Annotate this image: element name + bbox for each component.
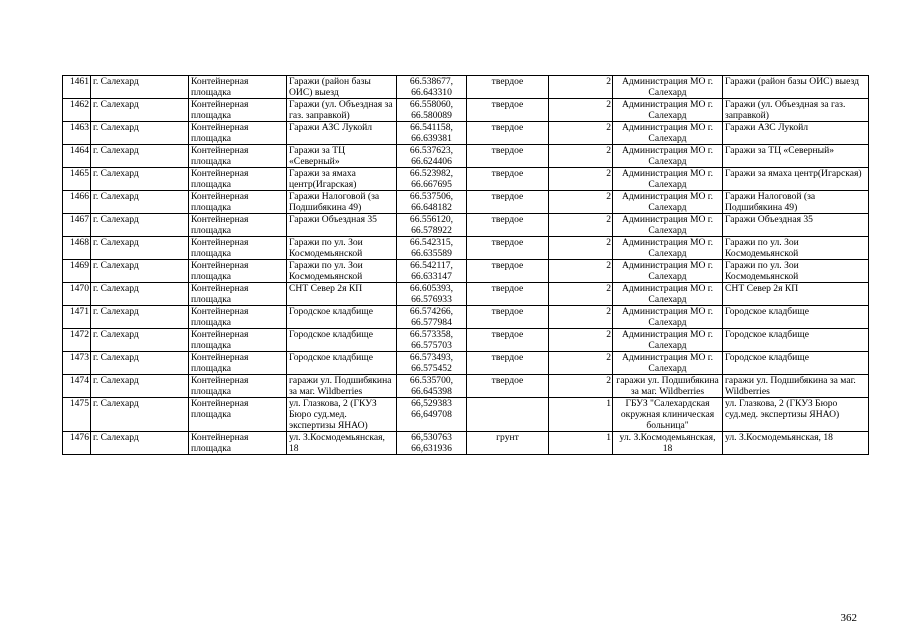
surface-cell: твердое [467, 191, 549, 214]
owner-cell: Администрация МО г. Салехард [613, 191, 723, 214]
table-row [63, 122, 869, 145]
city-cell: г. Салехард [91, 375, 189, 398]
type-cell: Контейнерная площадка [189, 329, 287, 352]
address-cell: Гаражи АЗС Лукойл [287, 122, 397, 145]
type-cell: Контейнерная площадка [189, 260, 287, 283]
description-cell: ул. З.Космодемьянская, 18 [723, 432, 869, 455]
coordinates-cell: 66.535700, 66.645398 [397, 375, 467, 398]
row-number: 1472 [63, 329, 91, 352]
description-cell: Гаражи (ул. Объездная за газ. заправкой) [723, 99, 869, 122]
type-cell: Контейнерная площадка [189, 237, 287, 260]
surface-cell: твердое [467, 375, 549, 398]
type-cell: Контейнерная площадка [189, 168, 287, 191]
container-count-cell: 2 [549, 122, 613, 145]
description-cell: Гаражи по ул. Зои Космодемьянской [723, 237, 869, 260]
city-cell: г. Салехард [91, 398, 189, 432]
container-count-cell: 1 [549, 398, 613, 432]
surface-cell: твердое [467, 214, 549, 237]
surface-cell: твердое [467, 122, 549, 145]
surface-cell: твердое [467, 283, 549, 306]
city-cell: г. Салехард [91, 352, 189, 375]
row-number: 1471 [63, 306, 91, 329]
coordinates-cell: 66.574266, 66.577984 [397, 306, 467, 329]
table-row [63, 306, 869, 329]
address-cell: Гаражи по ул. Зои Космодемьянской [287, 260, 397, 283]
coordinates-cell: 66,529383 66,649708 [397, 398, 467, 432]
table-row [63, 145, 869, 168]
city-cell: г. Салехард [91, 237, 189, 260]
container-count-cell: 2 [549, 168, 613, 191]
coordinates-cell: 66.573358, 66.575703 [397, 329, 467, 352]
row-number: 1463 [63, 122, 91, 145]
address-cell: Гаражи по ул. Зои Космодемьянской [287, 237, 397, 260]
row-number: 1470 [63, 283, 91, 306]
container-count-cell: 2 [549, 191, 613, 214]
coordinates-cell: 66.556120, 66.578922 [397, 214, 467, 237]
description-cell: Городское кладбище [723, 352, 869, 375]
container-count-cell: 2 [549, 76, 613, 99]
surface-cell: твердое [467, 306, 549, 329]
description-cell: Городское кладбище [723, 306, 869, 329]
owner-cell: гаражи ул. Подшибякина за маг. Wildberries [613, 375, 723, 398]
table-row [63, 283, 869, 306]
city-cell: г. Салехард [91, 145, 189, 168]
page-number: 362 [840, 612, 857, 624]
table-row [63, 375, 869, 398]
type-cell: Контейнерная площадка [189, 398, 287, 432]
description-cell: гаражи ул. Подшибякина за маг. Wildberries [723, 375, 869, 398]
coordinates-cell: 66.537623, 66.624406 [397, 145, 467, 168]
table-row [63, 168, 869, 191]
table-row [63, 214, 869, 237]
table-row [63, 191, 869, 214]
table-body [63, 76, 869, 455]
description-cell: Гаражи по ул. Зои Космодемьянской [723, 260, 869, 283]
city-cell: г. Салехард [91, 306, 189, 329]
city-cell: г. Салехард [91, 168, 189, 191]
type-cell: Контейнерная площадка [189, 99, 287, 122]
row-number: 1466 [63, 191, 91, 214]
row-number: 1474 [63, 375, 91, 398]
owner-cell: Администрация МО г. Салехард [613, 99, 723, 122]
description-cell: Городское кладбище [723, 329, 869, 352]
address-cell: Гаражи за ТЦ «Северный» [287, 145, 397, 168]
surface-cell: твердое [467, 260, 549, 283]
address-cell: ул. Глазкова, 2 (ГКУЗ Бюро суд.мед. экспертизы ЯНАО) [287, 398, 397, 432]
coordinates-cell: 66,530763 66,631936 [397, 432, 467, 455]
city-cell: г. Салехард [91, 283, 189, 306]
row-number: 1468 [63, 237, 91, 260]
owner-cell: Администрация МО г. Салехард [613, 306, 723, 329]
coordinates-cell: 66.542117, 66.633147 [397, 260, 467, 283]
table-row [63, 329, 869, 352]
table-row [63, 432, 869, 455]
city-cell: г. Салехард [91, 191, 189, 214]
type-cell: Контейнерная площадка [189, 145, 287, 168]
type-cell: Контейнерная площадка [189, 352, 287, 375]
surface-cell: грунт [467, 432, 549, 455]
table-row [63, 398, 869, 432]
type-cell: Контейнерная площадка [189, 375, 287, 398]
address-cell: Гаражи (ул. Объездная за газ. заправкой) [287, 99, 397, 122]
owner-cell: Администрация МО г. Салехард [613, 76, 723, 99]
description-cell: СНТ Север 2я КП [723, 283, 869, 306]
surface-cell: твердое [467, 145, 549, 168]
owner-cell: Администрация МО г. Салехард [613, 145, 723, 168]
surface-cell: твердое [467, 168, 549, 191]
table-row [63, 99, 869, 122]
description-cell: ул. Глазкова, 2 (ГКУЗ Бюро суд.мед. экспертизы ЯНАО) [723, 398, 869, 432]
owner-cell: Администрация МО г. Салехард [613, 329, 723, 352]
description-cell: Гаражи за ямаха центр(Игарская) [723, 168, 869, 191]
coordinates-cell: 66.538677, 66.643310 [397, 76, 467, 99]
container-count-cell: 2 [549, 352, 613, 375]
container-count-cell: 2 [549, 260, 613, 283]
city-cell: г. Салехард [91, 432, 189, 455]
surface-cell: твердое [467, 352, 549, 375]
owner-cell: Администрация МО г. Салехард [613, 168, 723, 191]
address-cell: Городское кладбище [287, 352, 397, 375]
table-row [63, 352, 869, 375]
table-row [63, 76, 869, 99]
row-number: 1462 [63, 99, 91, 122]
address-cell: Гаражи (район базы ОИС) выезд [287, 76, 397, 99]
owner-cell: ГБУЗ "Салехардская окружная клиническая больница" [613, 398, 723, 432]
surface-cell: твердое [467, 237, 549, 260]
address-cell: ул. З.Космодемьянская, 18 [287, 432, 397, 455]
row-number: 1465 [63, 168, 91, 191]
surface-cell: твердое [467, 99, 549, 122]
address-cell: Гаражи Налоговой (за Подшибякина 49) [287, 191, 397, 214]
description-cell: Гаражи Налоговой (за Подшибякина 49) [723, 191, 869, 214]
row-number: 1467 [63, 214, 91, 237]
container-count-cell: 2 [549, 237, 613, 260]
type-cell: Контейнерная площадка [189, 214, 287, 237]
type-cell: Контейнерная площадка [189, 306, 287, 329]
coordinates-cell: 66.541158, 66.639381 [397, 122, 467, 145]
coordinates-cell: 66.558060, 66.580089 [397, 99, 467, 122]
container-count-cell: 2 [549, 306, 613, 329]
surface-cell: твердое [467, 329, 549, 352]
city-cell: г. Салехард [91, 260, 189, 283]
type-cell: Контейнерная площадка [189, 191, 287, 214]
owner-cell: Администрация МО г. Салехард [613, 283, 723, 306]
coordinates-cell: 66.542315, 66.635589 [397, 237, 467, 260]
container-count-cell: 2 [549, 145, 613, 168]
description-cell: Гаражи Объездная 35 [723, 214, 869, 237]
city-cell: г. Салехард [91, 329, 189, 352]
address-cell: СНТ Север 2я КП [287, 283, 397, 306]
city-cell: г. Салехард [91, 214, 189, 237]
owner-cell: Администрация МО г. Салехард [613, 352, 723, 375]
row-number: 1469 [63, 260, 91, 283]
surface-cell [467, 398, 549, 432]
owner-cell: ул. З.Космодемьянская, 18 [613, 432, 723, 455]
owner-cell: Администрация МО г. Салехард [613, 214, 723, 237]
table-row [63, 237, 869, 260]
row-number: 1461 [63, 76, 91, 99]
row-number: 1464 [63, 145, 91, 168]
owner-cell: Администрация МО г. Салехард [613, 122, 723, 145]
table-row [63, 260, 869, 283]
container-count-cell: 2 [549, 283, 613, 306]
description-cell: Гаражи АЗС Лукойл [723, 122, 869, 145]
city-cell: г. Салехард [91, 122, 189, 145]
row-number: 1473 [63, 352, 91, 375]
address-cell: Гаражи за ямаха центр(Игарская) [287, 168, 397, 191]
container-count-cell: 2 [549, 329, 613, 352]
owner-cell: Администрация МО г. Салехард [613, 237, 723, 260]
container-count-cell: 1 [549, 432, 613, 455]
address-cell: гаражи ул. Подшибякина за маг. Wildberries [287, 375, 397, 398]
description-cell: Гаражи за ТЦ «Северный» [723, 145, 869, 168]
coordinates-cell: 66.537506, 66.648182 [397, 191, 467, 214]
description-cell: Гаражи (район базы ОИС) выезд [723, 76, 869, 99]
address-cell: Городское кладбище [287, 306, 397, 329]
surface-cell: твердое [467, 76, 549, 99]
row-number: 1476 [63, 432, 91, 455]
type-cell: Контейнерная площадка [189, 283, 287, 306]
type-cell: Контейнерная площадка [189, 122, 287, 145]
coordinates-cell: 66.605393, 66.576933 [397, 283, 467, 306]
type-cell: Контейнерная площадка [189, 76, 287, 99]
type-cell: Контейнерная площадка [189, 432, 287, 455]
container-count-cell: 2 [549, 375, 613, 398]
address-cell: Городское кладбище [287, 329, 397, 352]
address-cell: Гаражи Объездная 35 [287, 214, 397, 237]
city-cell: г. Салехард [91, 99, 189, 122]
coordinates-cell: 66.573493, 66.575452 [397, 352, 467, 375]
container-count-cell: 2 [549, 214, 613, 237]
registry-table [62, 75, 869, 455]
coordinates-cell: 66.523982, 66.667695 [397, 168, 467, 191]
owner-cell: Администрация МО г. Салехард [613, 260, 723, 283]
row-number: 1475 [63, 398, 91, 432]
city-cell: г. Салехард [91, 76, 189, 99]
container-count-cell: 2 [549, 99, 613, 122]
